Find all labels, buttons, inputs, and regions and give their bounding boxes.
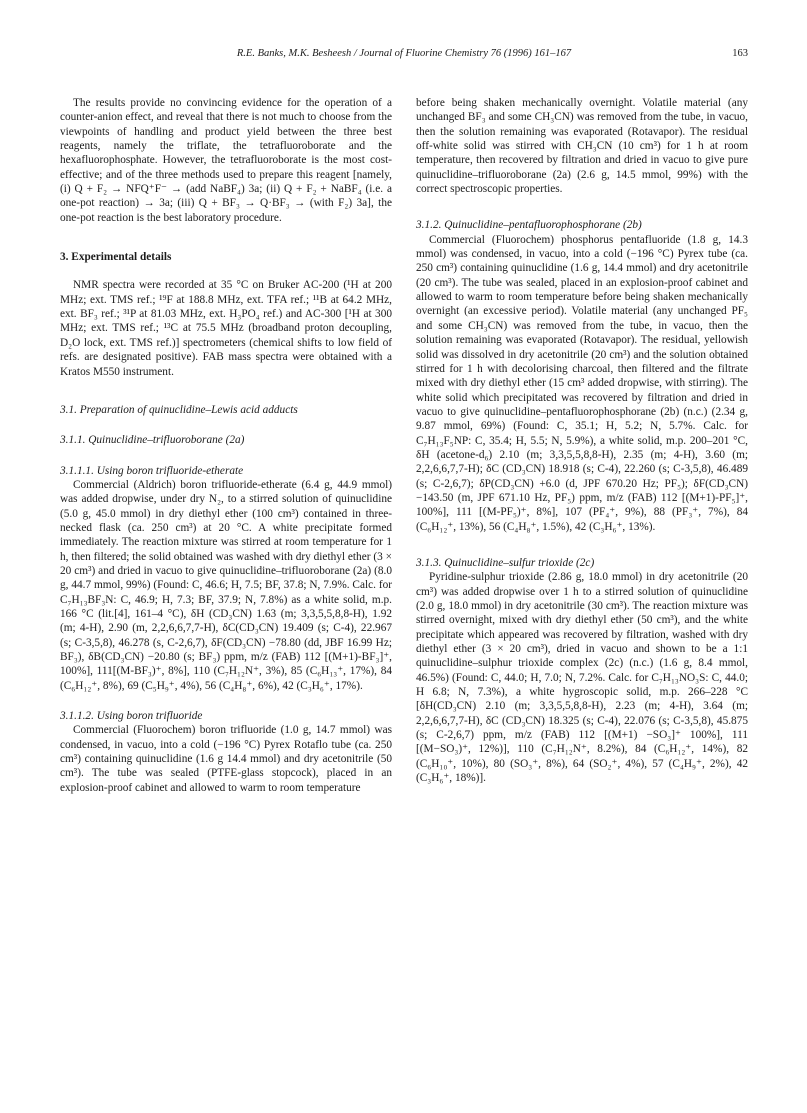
section-heading-experimental: 3. Experimental details: [60, 251, 172, 264]
right-column: [416, 96, 748, 785]
page-number: 163: [732, 48, 748, 59]
subsection-heading-3-1-3: 3.1.3. Quinuclidine–sulfur trioxide (2c): [416, 556, 595, 569]
pf5-paragraph: Commercial (Fluorochem) phosphorus pentafluoride (1.8 g, 14.3 mmol) was condensed, in vacuo, into a cold (−196 °C) Pyrex tube (ca. 250 cm³) containing quinuclidine (1.6 g, 14.4 mmol) and dry acetonitrile (20 cm³). The tube was sealed, placed in an explosion-proof cabinet and allowed to warm to room temperature before being shaken mechanically overnight (an excessive period). Volatile material (any unchanged PF₅ and some CH₃CN) was removed from the tube, in vacuo, then the solution remaining was evaporated (Rotavapor). The residual, yellowish solid was dissolved in dry acetonitrile (20 cm³) and the solution obtained stirred for 1 h with decolorising charcoal, then filtered and the filtrate mixed with dry diethyl ether (15 cm³ added dropwise, with stirring). The white solid which precipitated was recovered by filtration and dried in vacuo to give quinuclidine–pentafluorophosphorane (2b) (n.c.) (2.34 g, 9.87 mmol, 69%) (Found: C, 35.1; H, 5.2; N, 5.7%. Calc. for C₇H₁₃F₅NP: C, 35.4; H, 5.5; N, 5.9%), a white solid, m.p. 200–201 °C, δH (acetone-d₆) 2.10 (m; 3,3,5,5,8,8-H), 2.35 (m; 4-H), 3.60 (m; 2,2,6,6,7,7-H); δC (CD₃CN) 18.918 (s; C-4), 22.260 (s; C-3,5,8), 46.489 (s; C-2,6,7); δP(CD₃CN) +6.0 (d, JPF 670.20 Hz; PF₅); δF(CD₃CN) −143.50 (m, JPF 671.10 Hz, PF₅) ppm, m/z (FAB) 112 [(M+1)-PF₅]⁺, 100%], 111 [(M-PF₅)⁺, 8%], 107 (PF₄⁺, 9%), 88 (PF₃⁺, 7%), 84 (C₆H₁₂⁺, 13%), 56 (C₄H₈⁺, 1.5%), 42 (C₃H₆⁺, 13%).: [416, 233, 748, 533]
subsection-heading-3-1-1: 3.1.1. Quinuclidine–trifluoroborane (2a): [60, 434, 245, 447]
bf3-paragraph: Commercial (Fluorochem) boron trifluoride (1.0 g, 14.7 mmol) was condensed, in vacuo, into a cold (−196 °C) Pyrex Rotaflo tube (ca. 250 cm³) containing quinuclidine (1.6 g 14.4 mmol) and dry acetonitrile (50 cm³). The tube was sealed (PTFE-glass stopcock), placed in an explosion-proof cabinet and allowed to warm to room temperature: [60, 724, 392, 794]
continued-paragraph: before being shaken mechanically overnight. Volatile material (any unchanged BF₃ and some CH₃CN) was removed from the tube, in vacuo, then the solution remaining was evaporated (Rotavapor). The residual off-white solid was stirred with CH₃CN (10 cm³) for 1 h at room temperature, then recovered by filtration and dried in vacuo to give pure quinuclidine–trifluoroborane (2a) (2.6 g, 14.5 mmol, 99%) with the correct spectroscopic properties.: [416, 97, 748, 196]
subsection-heading-3-1-1-1: 3.1.1.1. Using boron trifluoride-etherate: [60, 464, 244, 477]
intro-paragraph: The results provide no convincing evidence for the operation of a counter-anion effect, and reveal that there is not much to choose from the viewpoints of handling and product yield between the three best reagents, namely the triflate, the tetrafluoroborate and the hexafluorophosphate. However, the tetrafluoroborate is the most cost-effective; and of the three methods used to prepare this reagent [namely, (i) Q + F₂ → NFQ⁺F⁻ → (add NaBF₄) 3a; (ii) Q + F₂ + NaBF₄ (i.e. a one-pot reaction) → 3a; (iii) Q + BF₃ → Q·BF₃ → (with F₂) 3a], the one-pot reaction is the best laboratory procedure.: [60, 97, 392, 224]
nmr-paragraph: NMR spectra were recorded at 35 °C on Bruker AC-200 (¹H at 200 MHz; ext. TMS ref.; ¹⁹F at 188.8 MHz, ext. TFA ref.; ¹¹B at 64.2 MHz, ext. BF₃ ref.; ³¹P at 81.03 MHz, ext. H₃PO₄ ref.) and AC-300 [¹H at 300 MHz; ext. TMS ref.; ¹³C at 75.5 MHz (broadband proton decoupling, D₂O lock, ext. TMS ref.)] spectrometers (chemical shifts to low field of refs. are designated positive). FAB mass spectra were obtained with a Kratos M550 instrument.: [60, 279, 392, 378]
subsection-heading-3-1-1-2: 3.1.1.2. Using boron trifluoride: [60, 710, 203, 723]
so3-paragraph: Pyridine-sulphur trioxide (2.86 g, 18.0 mmol) in dry acetonitrile (20 cm³) was added dropwise over 1 h to a stirred solution of quinuclidine (2.0 g, 18.0 mmol) in dry acetonitrile (30 cm³). The reaction mixture was stirred overnight, mixed with dry diethyl ether (50 cm³), and the white precipitate which appeared was recovered by filtration, washed with dry diethyl ether (3 × 20 cm³), dried in vacuo and shown to be a 1:1 quinuclidine–sulphur trioxide complex (2c) (n.c.) (1.6 g, 8.4 mmol, 46.5%) (Found: C, 44.0; H, 7.0; N, 7.2%. Calc. for C₇H₁₃NO₃S: C, 44.0; H 6.8; N, 7.3%), a white hygroscopic solid, m.p. 266–228 °C [δH(CD₃CN) 2.10 (m; 3,3,5,5,8,8-H), 2.23 (m; 4-H), 3.64 (m; 2,2,6,6,7,7-H), δC (CD₃CN) 18.325 (s; C-4), 22.076 (s; C-3,5,8), 45.875 (s; C-2,6,7) ppm, m/z (FAB) 112 [(M+1) −SO₃]⁺ 100%], 111 [(M−SO₃)⁺, 12%)], 110 (C₇H₁₂N⁺, 8.2%), 84 (C₆H₁₂⁺, 14%), 82 (C₆H₁₀⁺, 10%), 80 (SO₃⁺, 8%), 64 (SO₂⁺, 4%), 57 (C₄H₉⁺, 2%), 42 (C₃H₆⁺, 18%)].: [416, 571, 748, 785]
bf3-etherate-paragraph: Commercial (Aldrich) boron trifluoride-etherate (6.4 g, 44.9 mmol) was added dropwise, under dry N₂, to a stirred solution of quinuclidine (5.0 g, 45.0 mmol) in dry diethyl ether (100 cm³) contained in three-necked flask (ca. 250 cm³) at 20 °C. A white precipitate formed immediately. The reaction mixture was stirred at room temperature for 1 h, then filtered; the solid obtained was washed with dry diethyl ether (3 × 20 cm³) and dried in vacuo to give quinuclidine–trifluoroborane (2a) (8.0 g, 44.7 mmol, 99%) (Found: C, 46.6; H, 7.5; BF, 37.8; N, 7.9%. Calc. for C₇H₁₃BF₃N: C, 46.9; H, 7.3; BF, 37.9; N, 7.8%) as a white solid, m.p. 166 °C (lit.[4], 161–4 °C), δH (CD₃CN) 1.63 (m; 3,3,5,5,8,8-H), 1.92 (m; 4-H), 2.90 (m, 2,2,6,6,7,7-H), δC(CD₃CN) 19.409 (s; C-4), 22.967 (s; C-3,5,8), 46.278 (s, C-2,6,7), δF(CD₃CN) −78.80 (dd, JBF 16.99 Hz; BF₃), δB(CD₃CN) −20.80 (s; BF₃) ppm, m/z (FAB) 112 [(M+1)-BF₃]⁺, 100%], 111[(M-BF₃)⁺, 8%], 110 (C₇H₁₂N⁺, 3%), 85 (C₆H₁₃⁺, 17%), 84 (C₆H₁₂⁺, 8%), 69 (C₅H₉⁺, 4%), 56 (C₄H₈⁺, 6%), 42 (C₃H₆⁺, 17%).: [60, 478, 392, 692]
subsection-heading-3-1-2: 3.1.2. Quinuclidine–pentafluorophosphorane (2b): [416, 219, 642, 232]
subsection-heading-3-1: 3.1. Preparation of quinuclidine–Lewis acid adducts: [60, 403, 298, 416]
running-header: [60, 48, 748, 64]
left-column: [60, 96, 392, 795]
running-title: R.E. Banks, M.K. Besheesh / Journal of Fluorine Chemistry 76 (1996) 161–167: [236, 48, 572, 59]
